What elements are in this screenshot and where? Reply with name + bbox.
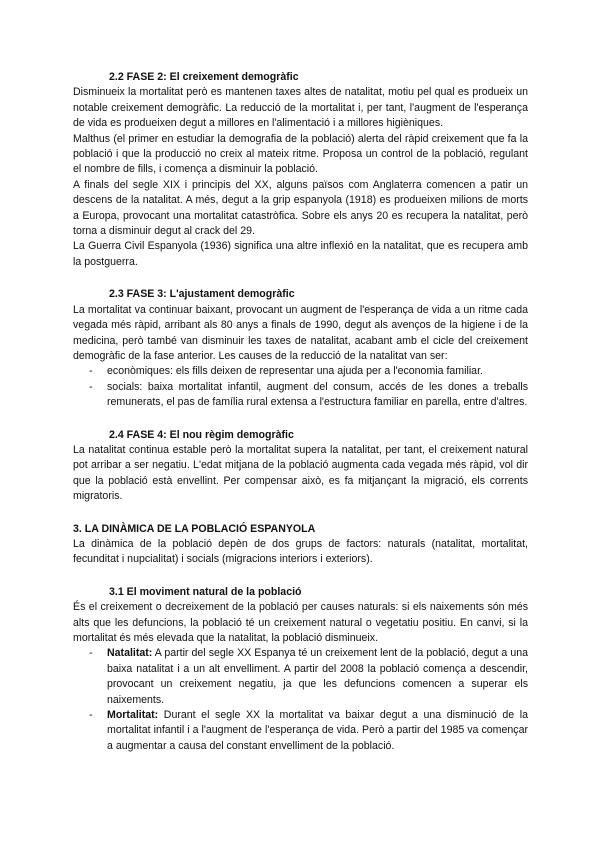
paragraph: La Guerra Civil Espanyola (1936) significa una altre inflexió en la natalitat, que es recupera amb la postguerra.	[73, 240, 528, 268]
paragraph: Disminueix la mortalitat però es mantenen taxes altes de natalitat, motiu pel qual es produeix un notable creixement demogràfic. La reducció de la mortalitat i, per tant, l'augment de l'esperança de vida es produeixen degut a millores en l'alimentació i a millores higièniques.	[73, 86, 528, 130]
list-item: - socials: baixa mortalitat infantil, augment del consum, accés de les dones a treballs remunerats, el pas de família rural extensa a l'estructura familiar en parella, entre d'altres.	[73, 380, 528, 411]
paragraph: És el creixement o decreixement de la població per causes naturals: si els naixements són més alts que les defuncions, la població té un creixement natural o vegetatiu positiu. En canvi, si la mortalitat és més elevada que la natalitat, la població disminueix.	[73, 601, 528, 644]
term-text: Durant el segle XX la mortalitat va baixar degut a una disminució de la mortalitat infantil i a l'augment de l'esperança de vida. Però a partir del 1985 va començar a augmentar a causa del constant envelliment de la població.	[107, 709, 528, 752]
term-natalitat: Natalitat:	[107, 647, 153, 660]
paragraph: La natalitat continua estable però la mortalitat supera la natalitat, per tant, el creixement natural pot arribar a ser negatiu. L'edat mitjana de la població augmenta cada vegada més ràpid, vol dir que la població està envellint. Per compensar això, es fa mitjançant la migració, els corrents migratoris.	[73, 443, 528, 503]
heading-fase-4: 2.4 FASE 4: El nou règim demogràfic	[109, 428, 294, 441]
paragraph: La dinàmica de la població depèn de dos grups de factors: naturals (natalitat, mortalitat, fecunditat i nupcialitat) i socials (migracions interiors i exteriors).	[73, 537, 528, 566]
list-item	[73, 708, 528, 754]
term-mortalitat: Mortalitat:	[107, 709, 159, 722]
list-item: - econòmiques: els fills deixen de representar una ajuda per a l'economia familiar.	[73, 364, 528, 379]
heading-section-3: 3. LA DINÀMICA DE LA POBLACIÓ ESPANYOLA	[73, 522, 316, 535]
paragraph: La mortalitat va continuar baixant, provocant un augment de l'esperança de vida a un ritme cada vegada més ràpid, arribant als 80 anys a finals de 1990, degut als avenços de la higiene i de la medicina, però també van disminuir les taxes de natalitat, acabant amb el cicle del creixement demogràfic de la fase anterior. Les causes de la reducció de la natalitat van ser:	[73, 303, 528, 362]
term-text: A partir del segle XX Espanya té un creixement lent de la població, degut a una baixa natalitat i a un alt envelliment. A partir del 2008 la població comença a descendir, provocant un creixement negatiu, ja que les defuncions comencen a superar els naixements.	[107, 647, 528, 706]
causes-list	[73, 364, 528, 410]
heading-fase-3: 2.3 FASE 3: L'ajustament demogràfic	[109, 288, 295, 301]
paragraph: A finals del segle XIX i principis del XX, alguns països com Anglaterra comencen a patir un descens de la natalitat. A més, degut a la grip espanyola (1918) es produeixen milions de morts a Europa, provocant una mortalitat catastròfica. Sobre els anys 20 es recupera la natalitat, però torna a disminuir degut al crack del 29.	[73, 178, 528, 238]
heading-moviment-natural: 3.1 El moviment natural de la població	[109, 585, 302, 598]
list-item	[73, 646, 528, 708]
paragraph: Malthus (el primer en estudiar la demografia de la població) alerta del ràpid creixement que fa la població i que la producció no creix al mateix ritme. Proposa un control de la població, regulant el nombre de fills, i comença a disminuir la població.	[73, 132, 528, 176]
factors-list	[73, 646, 528, 754]
heading-fase-2: 2.2 FASE 2: El creixement demogràfic	[109, 71, 299, 83]
document-page	[73, 70, 528, 754]
